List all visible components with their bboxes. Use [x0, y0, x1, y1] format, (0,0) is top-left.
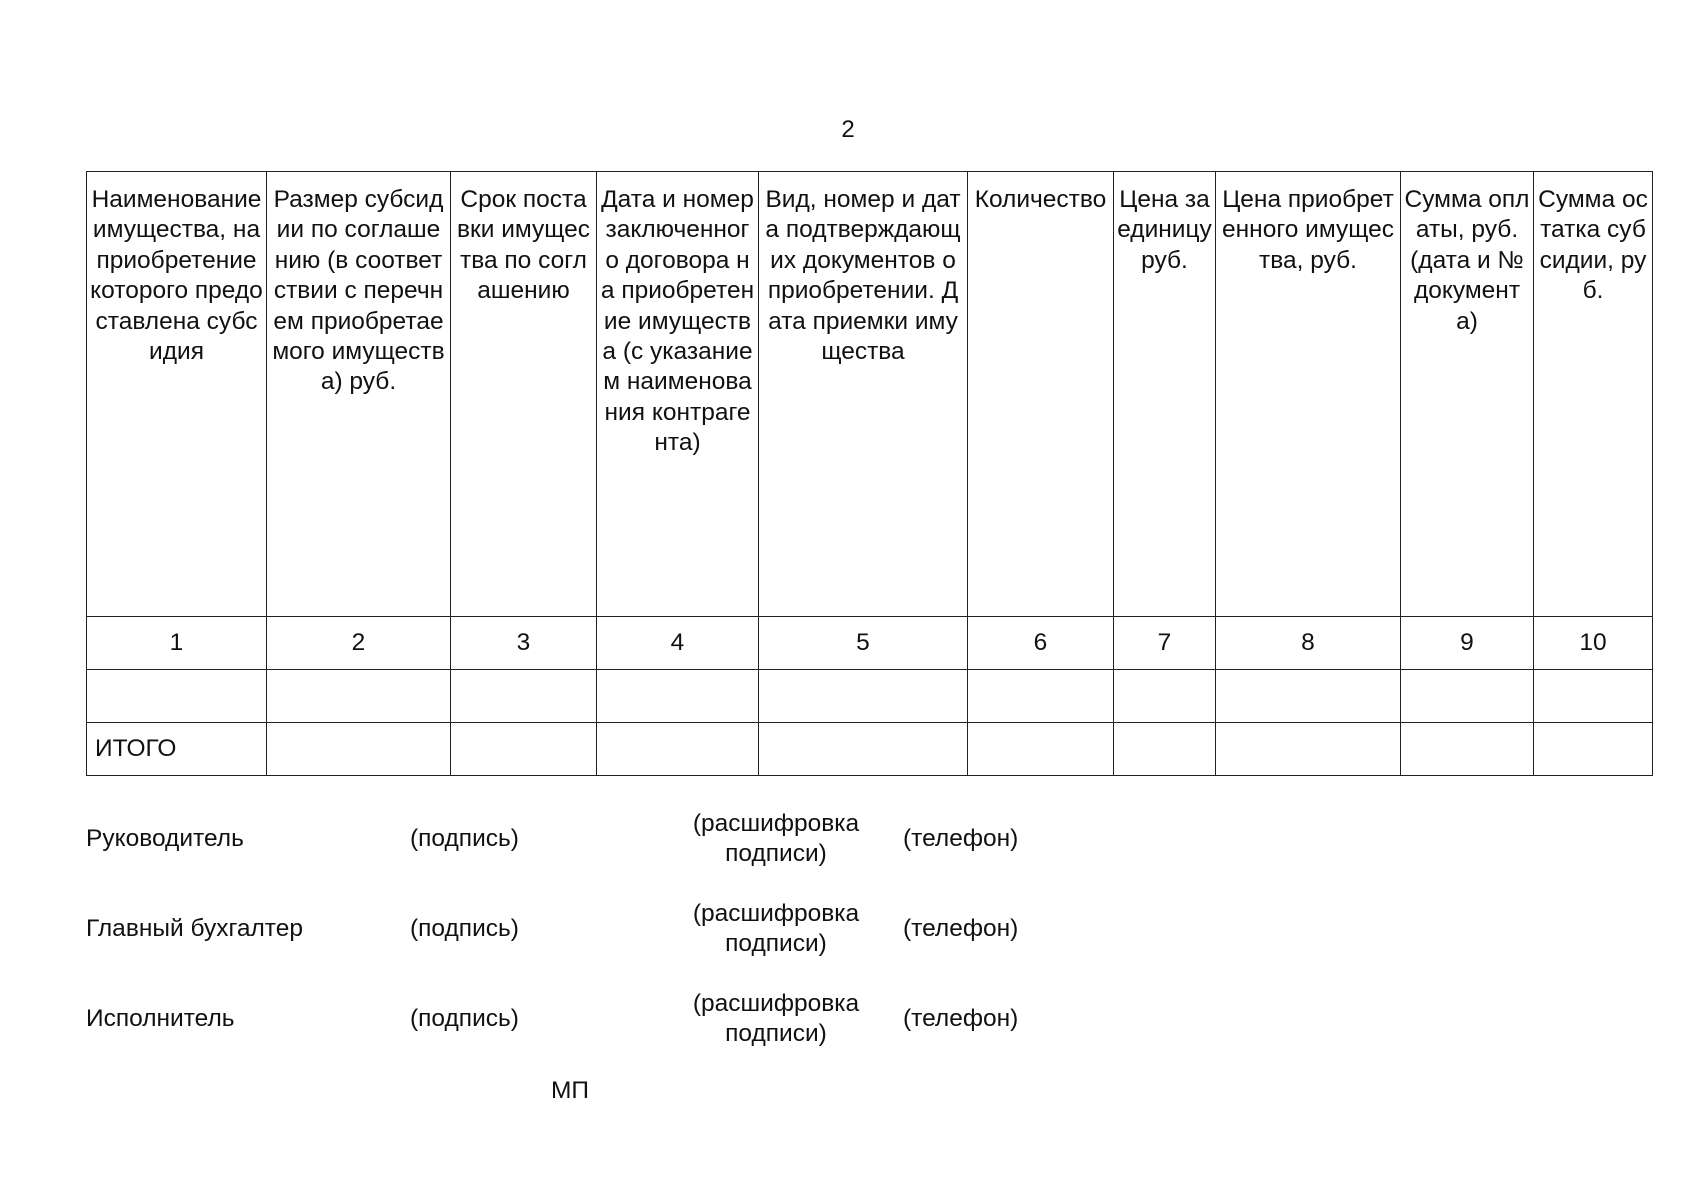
- total-cell[interactable]: [597, 723, 759, 776]
- table-cell[interactable]: [597, 670, 759, 723]
- total-cell[interactable]: [1114, 723, 1216, 776]
- header-cell-unit-price: Цена за единицу руб.: [1114, 172, 1216, 617]
- total-cell[interactable]: [1216, 723, 1401, 776]
- signature-line-executor: [86, 989, 1086, 1049]
- column-number: 7: [1114, 617, 1216, 670]
- table-cell[interactable]: [759, 670, 968, 723]
- header-cell-contract: Дата и номер заключенного договора на приобретение имущества (с указанием наименования контрагента): [597, 172, 759, 617]
- total-cell[interactable]: [267, 723, 451, 776]
- column-number: 2: [267, 617, 451, 670]
- page-number: 2: [841, 116, 855, 143]
- column-number: 1: [87, 617, 267, 670]
- table-cell[interactable]: [267, 670, 451, 723]
- table-cell[interactable]: [1216, 670, 1401, 723]
- header-cell-quantity: Количество: [968, 172, 1114, 617]
- column-number: 10: [1534, 617, 1653, 670]
- table-cell[interactable]: [451, 670, 597, 723]
- phone-caption: (телефон): [903, 825, 1019, 852]
- header-cell-subsidy-balance: Сумма остатка субсидии, руб.: [1534, 172, 1653, 617]
- column-number: 6: [968, 617, 1114, 670]
- total-label: ИТОГО: [87, 723, 267, 776]
- subsidy-report-table: [86, 171, 1653, 776]
- table-header-row: [87, 172, 1653, 617]
- column-number: 3: [451, 617, 597, 670]
- table-cell[interactable]: [1534, 670, 1653, 723]
- table-row: [87, 670, 1653, 723]
- column-number: 5: [759, 617, 968, 670]
- header-cell-property-name: Наименование имущества, на приобретение которого предоставлена субсидия: [87, 172, 267, 617]
- signature-decoding-caption: (расшифровка подписи): [692, 810, 860, 867]
- phone-caption: (телефон): [903, 1005, 1019, 1032]
- header-cell-property-price: Цена приобретенного имущества, руб.: [1216, 172, 1401, 617]
- signature-caption: (подпись): [410, 1005, 519, 1032]
- total-cell[interactable]: [759, 723, 968, 776]
- total-cell[interactable]: [451, 723, 597, 776]
- header-cell-payment-sum: Сумма оплаты, руб. (дата и № документа): [1401, 172, 1534, 617]
- total-cell[interactable]: [968, 723, 1114, 776]
- column-number: 8: [1216, 617, 1401, 670]
- total-cell[interactable]: [1401, 723, 1534, 776]
- table-cell[interactable]: [87, 670, 267, 723]
- signature-decoding-caption: (расшифровка подписи): [692, 990, 860, 1047]
- table-cell[interactable]: [968, 670, 1114, 723]
- stamp-place-label: МП: [551, 1077, 590, 1104]
- column-number-row: [87, 617, 1653, 670]
- header-cell-subsidy-amount: Размер субсидии по соглашению (в соответствии с перечнем приобретаемого имущества) руб.: [267, 172, 451, 617]
- signer-role: Исполнитель: [86, 1005, 235, 1032]
- total-cell[interactable]: [1534, 723, 1653, 776]
- header-cell-delivery-term: Срок поставки имущества по соглашению: [451, 172, 597, 617]
- signature-caption: (подпись): [410, 915, 519, 942]
- table-cell[interactable]: [1401, 670, 1534, 723]
- signature-decoding-caption: (расшифровка подписи): [692, 900, 860, 957]
- signature-caption: (подпись): [410, 825, 519, 852]
- signature-line-director: [86, 809, 1086, 869]
- header-cell-documents: Вид, номер и дата подтверждающих документов о приобретении. Дата приемки имущества: [759, 172, 968, 617]
- signature-line-chief-accountant: [86, 899, 1086, 959]
- column-number: 9: [1401, 617, 1534, 670]
- phone-caption: (телефон): [903, 915, 1019, 942]
- column-number: 4: [597, 617, 759, 670]
- signer-role: Главный бухгалтер: [86, 915, 303, 942]
- signer-role: Руководитель: [86, 825, 244, 852]
- table-cell[interactable]: [1114, 670, 1216, 723]
- total-row: [87, 723, 1653, 776]
